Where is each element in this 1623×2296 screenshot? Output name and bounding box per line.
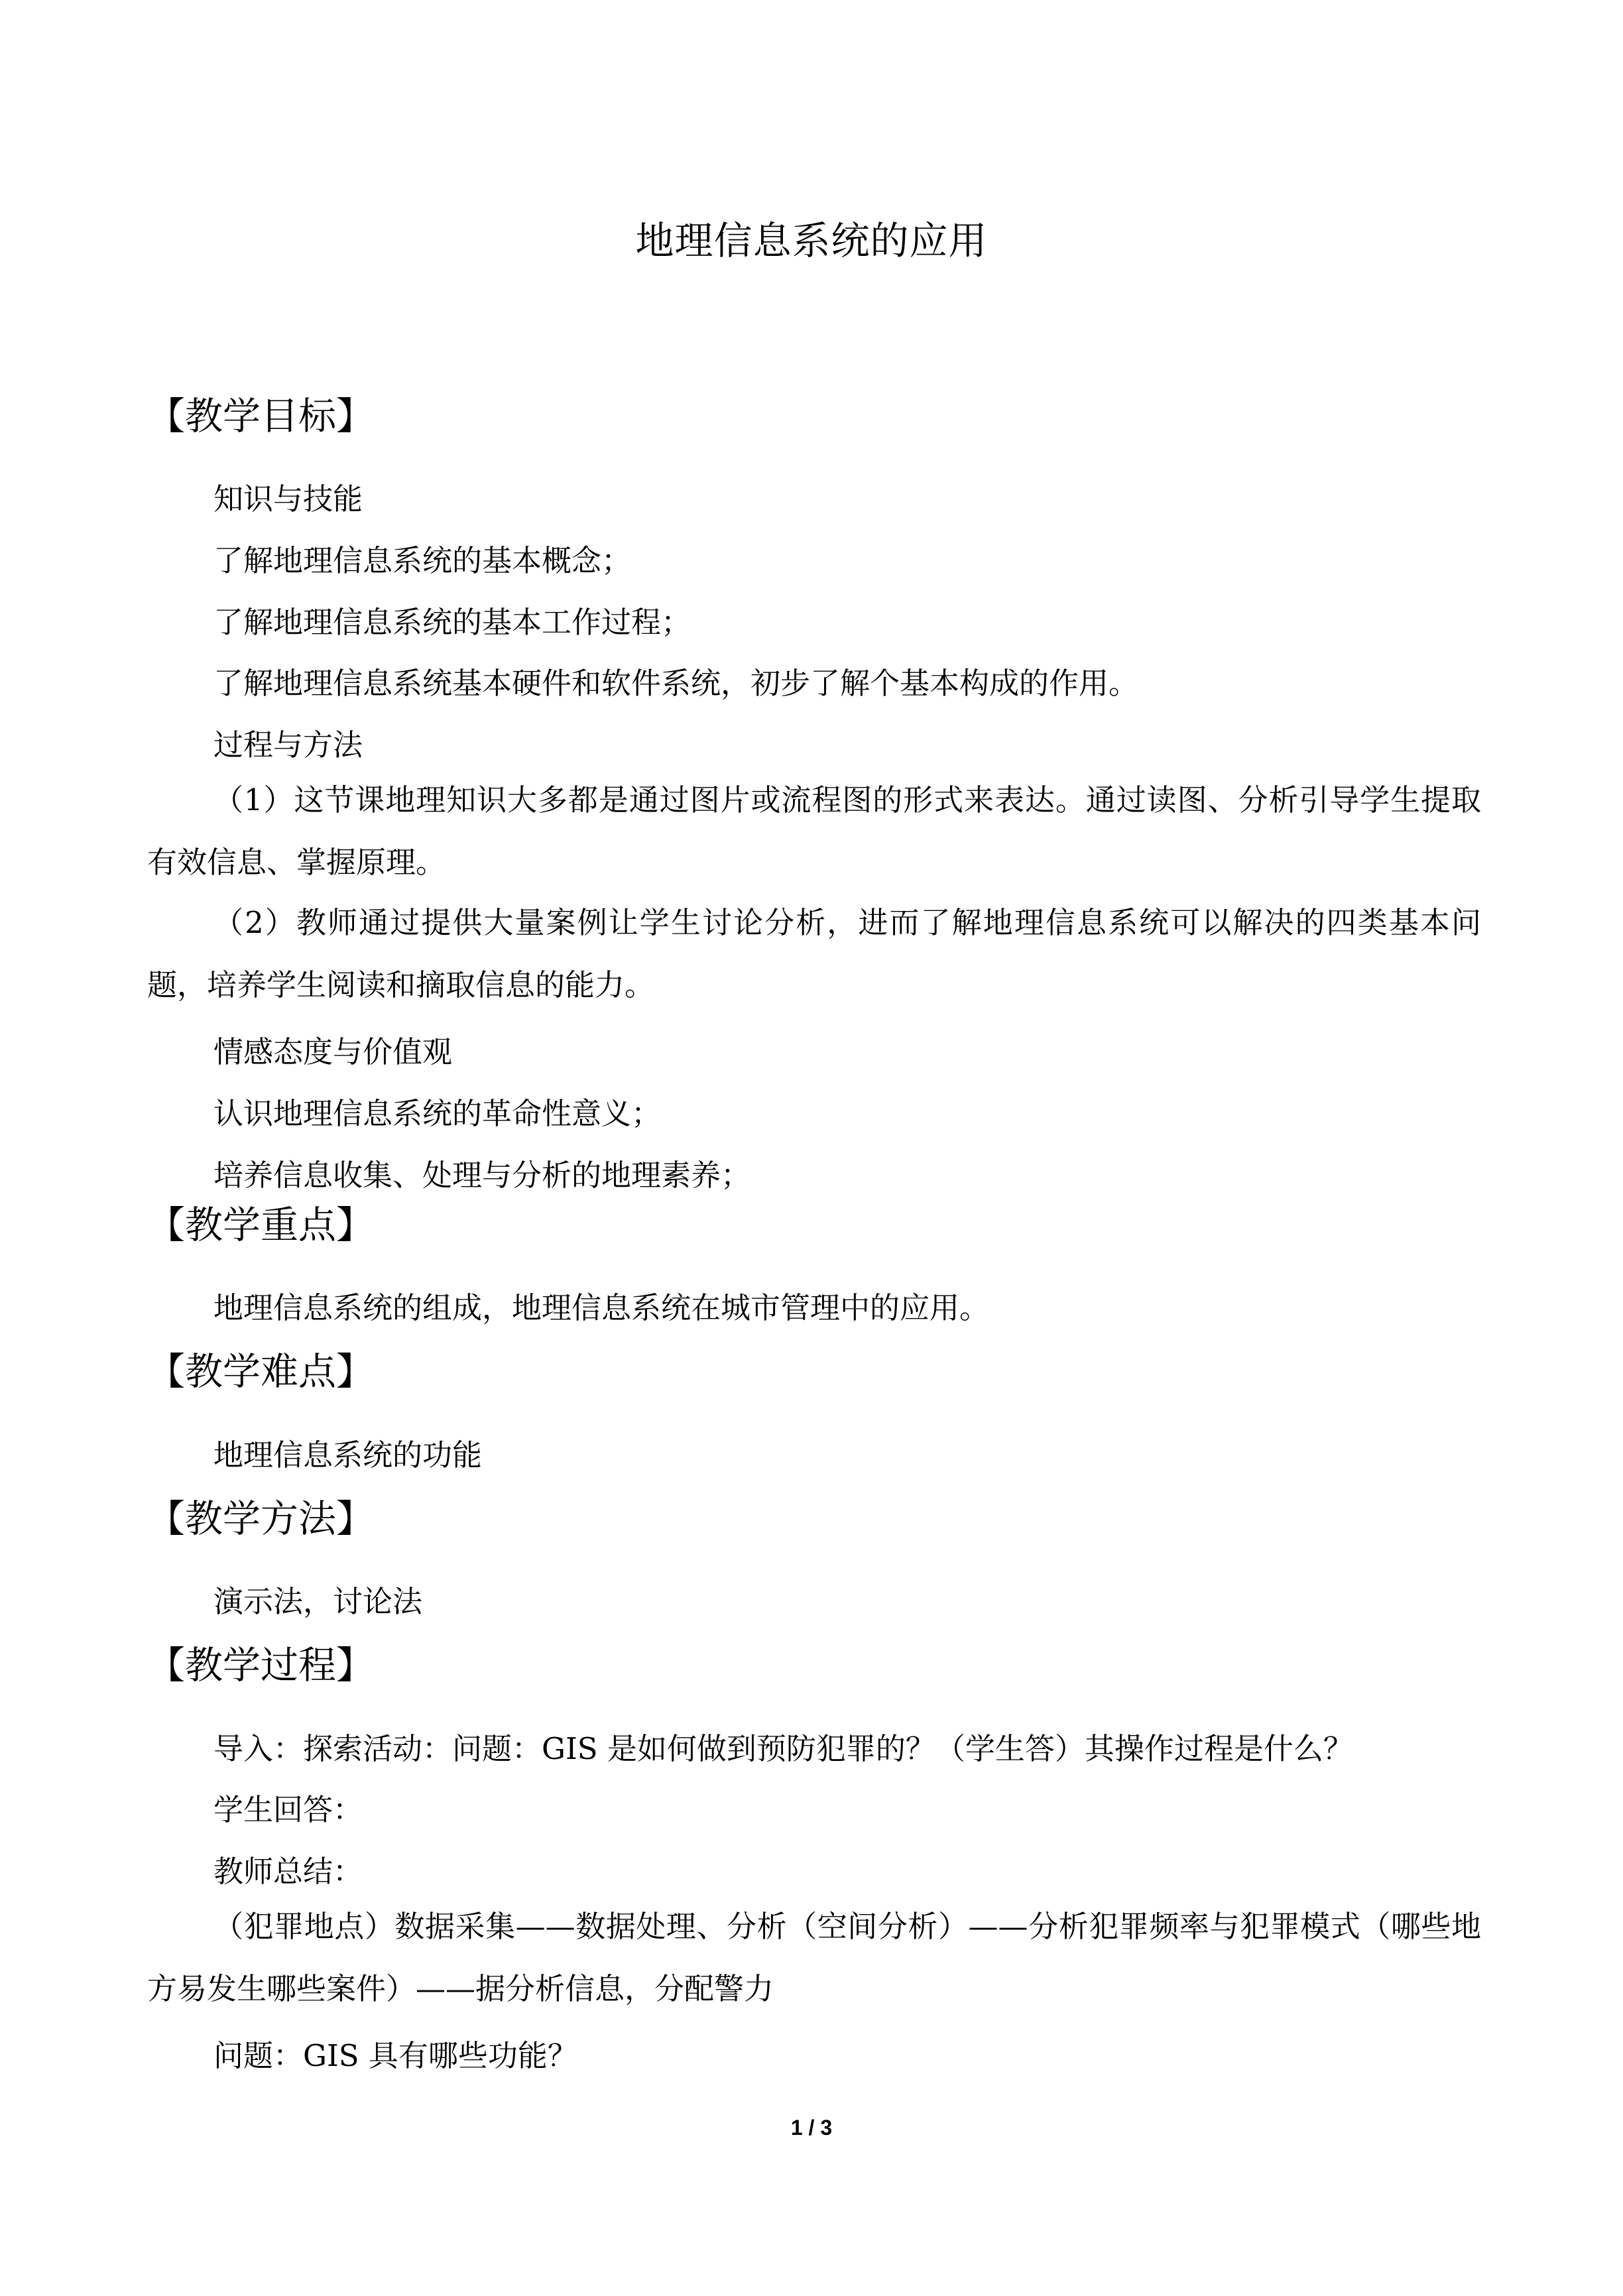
heading-difficulties: 【教学难点】 xyxy=(147,1350,374,1394)
heading-methods: 【教学方法】 xyxy=(147,1497,374,1541)
objective-line: 过程与方法 xyxy=(213,727,363,762)
process-summary: （犯罪地点）数据采集——数据处理、分析（空间分析）——分析犯罪频率与犯罪模式（哪些地方易发生哪些案件）——据分析信息，分配警力 xyxy=(147,1909,1481,2006)
objective-paragraph: （1）这节课地理知识大多都是通过图片或流程图的形式来表达。通过读图、分析引导学生提取有效信息、掌握原理。 xyxy=(147,782,1481,880)
objective-line: 认识地理信息系统的革命性意义； xyxy=(213,1096,662,1131)
objective-line: 情感态度与价值观 xyxy=(213,1034,453,1069)
document-title: 地理信息系统的应用 xyxy=(635,218,988,263)
heading-key-points: 【教学重点】 xyxy=(147,1203,374,1247)
process-line: 教师总结： xyxy=(213,1854,363,1889)
objective-line: 了解地理信息系统基本硬件和软件系统，初步了解个基本构成的作用。 xyxy=(213,666,1139,701)
objective-line: 了解地理信息系统的基本工作过程； xyxy=(213,605,691,640)
objective-line: 了解地理信息系统的基本概念； xyxy=(213,543,632,578)
heading-process: 【教学过程】 xyxy=(147,1644,374,1687)
key-points-text: 地理信息系统的组成，地理信息系统在城市管理中的应用。 xyxy=(213,1290,990,1325)
difficulties-text: 地理信息系统的功能 xyxy=(213,1437,483,1473)
process-question: 问题：GIS 具有哪些功能？ xyxy=(213,2038,577,2073)
heading-objectives: 【教学目标】 xyxy=(147,394,374,438)
objective-line: 培养信息收集、处理与分析的地理素养； xyxy=(213,1158,751,1193)
process-line: 学生回答： xyxy=(213,1792,363,1827)
methods-text: 演示法，讨论法 xyxy=(213,1584,423,1619)
objective-paragraph: （2）教师通过提供大量案例让学生讨论分析，进而了解地理信息系统可以解决的四类基本问题，培养学生阅读和摘取信息的能力。 xyxy=(147,905,1481,1002)
page-number: 1 / 3 xyxy=(790,2116,833,2140)
objective-line: 知识与技能 xyxy=(213,481,363,516)
process-line: 导入：探索活动：问题：GIS 是如何做到预防犯罪的？（学生答）其操作过程是什么？ xyxy=(213,1731,1353,1766)
